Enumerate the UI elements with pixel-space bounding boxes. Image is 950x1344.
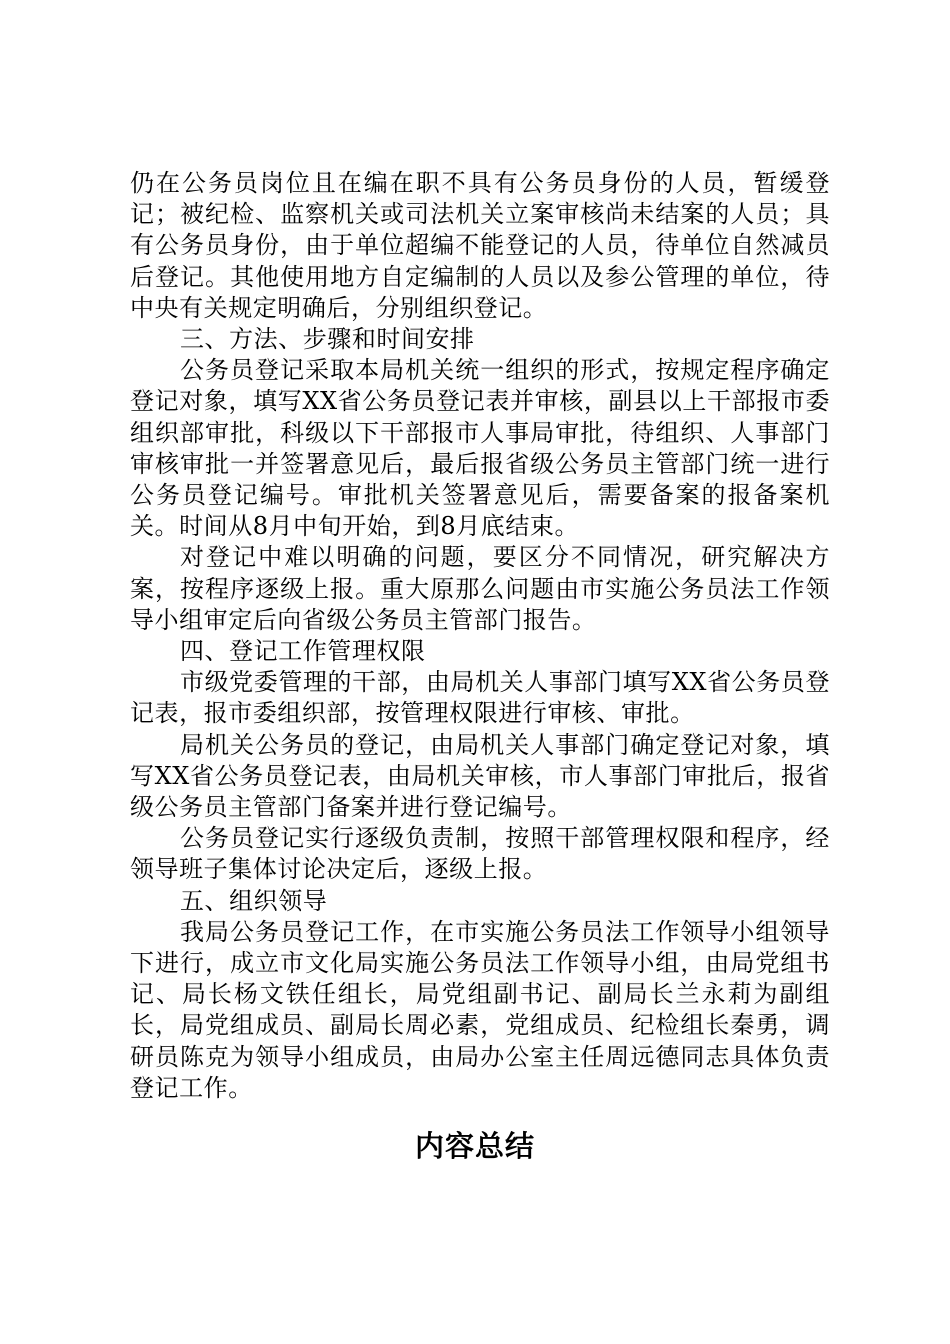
paragraph-city-cadres: 市级党委管理的干部，由局机关人事部门填写XX省公务员登记表，报市委组织部，按管理权限进行审核、审批。 xyxy=(130,668,830,728)
paragraph-continuation: 仍在公务员岗位且在编在职不具有公务员身份的人员，暂缓登记；被纪检、监察机关或司法机关立案审核尚未结案的人员；具有公务员身份，由于单位超编不能登记的人员，待单位自然减员后登记。其他使用地方自定编制的人员以及参公管理的单位，待中央有关规定明确后，分别组织登记。 xyxy=(130,169,830,322)
document-body xyxy=(130,168,830,1104)
section-heading-3: 三、方法、步骤和时间安排 xyxy=(180,325,475,354)
section-heading-5: 五、组织领导 xyxy=(180,886,328,915)
paragraph-difficult-issues: 对登记中难以明确的问题，要区分不同情况，研究解决方案，按程序逐级上报。重大原那么问题由市实施公务员法工作领导小组审定后向省级公务员主管部门报告。 xyxy=(130,543,830,634)
section-heading-4: 四、登记工作管理权限 xyxy=(180,637,426,666)
summary-title: 内容总结 xyxy=(414,1129,535,1163)
paragraph-bureau-staff: 局机关公务员的登记，由局机关人事部门确定登记对象，填写XX省公务员登记表，由局机关审核，市人事部门审批后，报省级公务员主管部门备案并进行登记编号。 xyxy=(130,730,830,822)
paragraph-registration-method: 公务员登记采取本局机关统一组织的形式，按规定程序确定登记对象，填写XX省公务员登记表并审核，副县以上干部报市委组织部审批，科级以下干部报市人事局审批，待组织、人事部门审核审批一并签署意见后，最后报省级公务员主管部门统一进行公务员登记编号。审批机关签署意见后，需要备案的报备案机关。时间从8月中旬开始，到8月底结束。 xyxy=(130,356,830,541)
paragraph-leadership: 我局公务员登记工作，在市实施公务员法工作领导小组领导下进行，成立市文化局实施公务员法工作领导小组，由局党组书记、局长杨文铁任组长，局党组副书记、副局长兰永莉为副组长，局党组成员、副局长周必素，党组成员、纪检组长秦勇，调研员陈克为领导小组成员，由局办公室主任周远德同志具体负责登记工作。 xyxy=(130,917,830,1102)
paragraph-responsibility: 公务员登记实行逐级负责制，按照干部管理权限和程序，经领导班子集体讨论决定后，逐级上报。 xyxy=(130,824,830,884)
